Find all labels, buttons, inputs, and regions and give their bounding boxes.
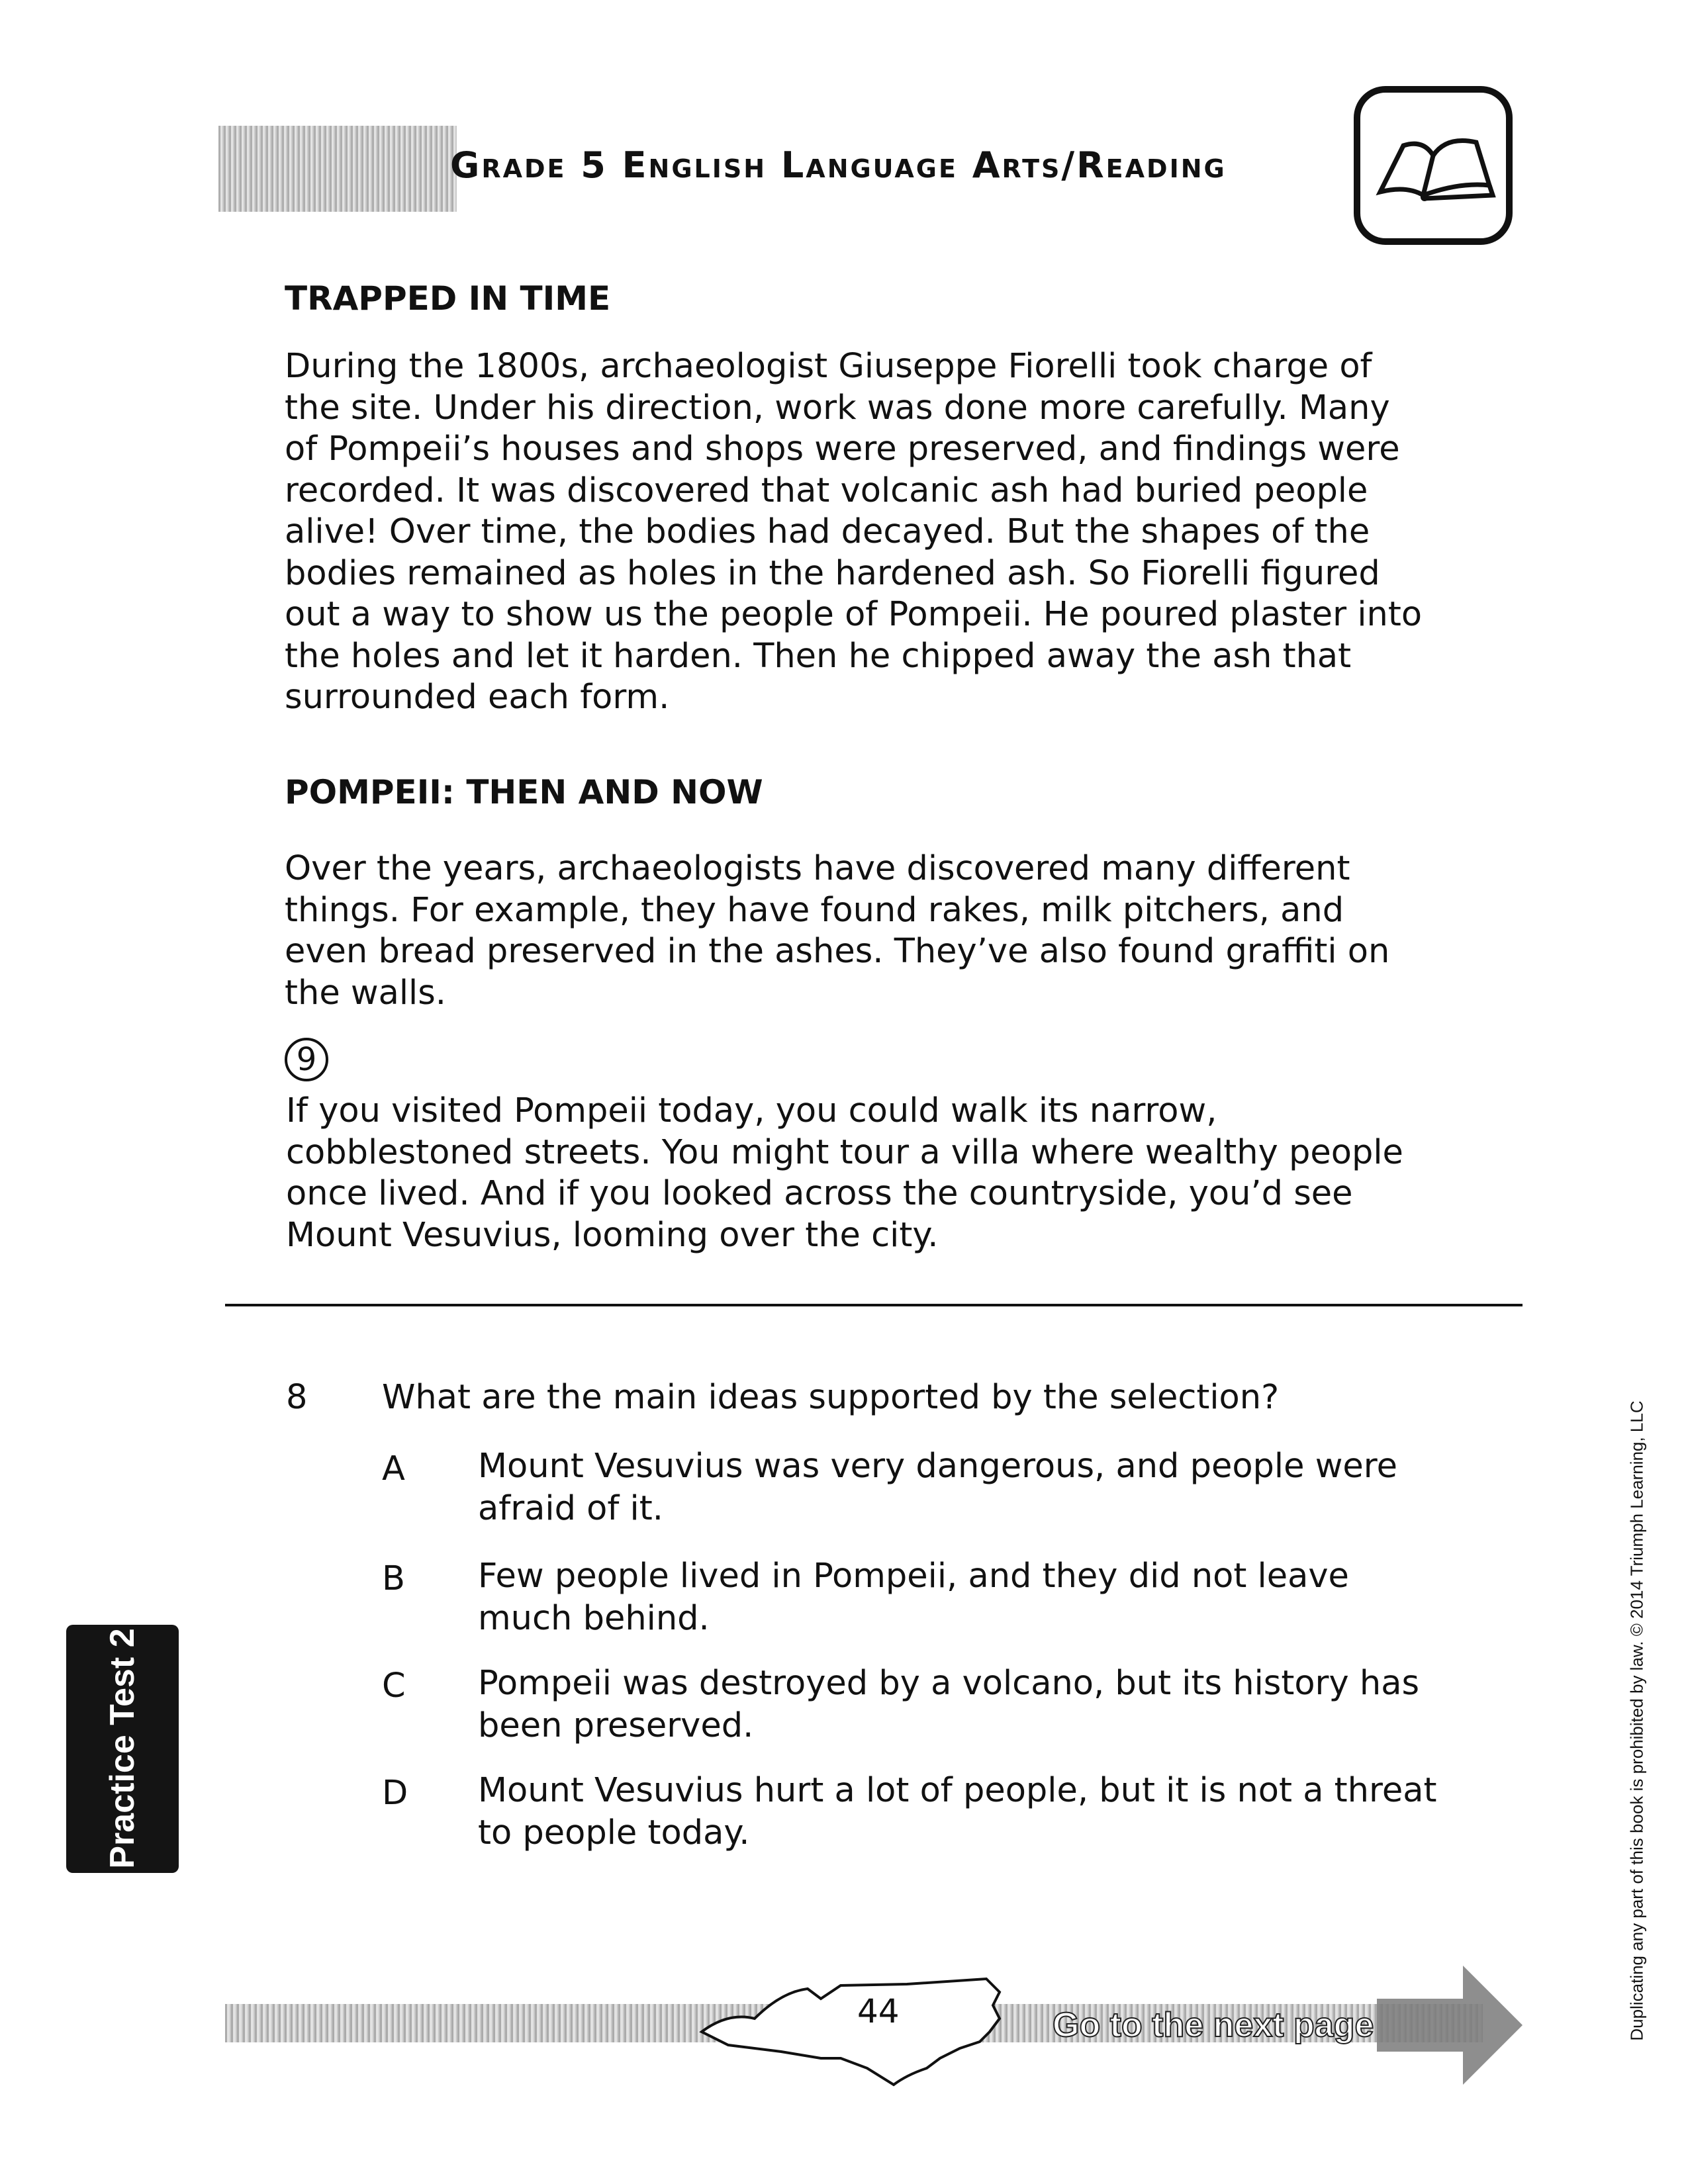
state-outline-icon: [702, 1979, 1000, 2085]
option-c-text[interactable]: [478, 1662, 1419, 1747]
text-line: During the 1800s, archaeologist Giuseppe Fiorelli took charge of: [285, 347, 1372, 386]
text-line: once lived. And if you looked across the countryside, you’d see: [286, 1174, 1353, 1213]
text-line: even bread preserved in the ashes. They’ve also found graffiti on: [285, 932, 1390, 971]
header-title: Grade 5 English Language Arts/Reading: [450, 144, 1227, 186]
paragraph-9: [286, 1091, 1403, 1256]
option-line: Few people lived in Pompeii, and they did not leave: [478, 1557, 1349, 1596]
paragraph-trapped-in-time: [285, 346, 1422, 719]
option-a-text[interactable]: [478, 1445, 1397, 1530]
option-d-letter[interactable]: D: [382, 1774, 408, 1813]
arrow-icon: [1377, 1966, 1523, 2085]
practice-test-label: Practice Test 2: [103, 1628, 142, 1869]
section-heading-trapped-in-time: TRAPPED IN TIME: [285, 279, 611, 318]
paragraph-then-and-now: [285, 848, 1389, 1014]
text-line: things. For example, they have found rakes, milk pitchers, and: [285, 890, 1344, 930]
option-line: to people today.: [478, 1813, 750, 1852]
option-c-letter[interactable]: C: [382, 1666, 406, 1706]
practice-test-tab: [66, 1625, 179, 1873]
option-b-text[interactable]: [478, 1555, 1349, 1640]
next-page-label[interactable]: Go to the next page: [1053, 2006, 1374, 2044]
text-line: Over the years, archaeologists have discovered many different: [285, 849, 1350, 888]
question-stem: What are the main ideas supported by the selection?: [382, 1378, 1280, 1417]
text-line: alive! Over time, the bodies had decayed. But the shapes of the: [285, 512, 1370, 551]
text-line: bodies remained as holes in the hardened ash. So Fiorelli figured: [285, 553, 1380, 593]
divider-rule: [225, 1304, 1523, 1306]
text-line: recorded. It was discovered that volcanic ash had buried people: [285, 471, 1368, 510]
text-line: the walls.: [285, 973, 446, 1013]
option-d-text[interactable]: [478, 1770, 1436, 1854]
copyright-notice: Duplicating any part of this book is prohibited by law. © 2014 Triumph Learning, LLC: [1626, 1400, 1647, 2041]
paragraph-number-marker: 9: [285, 1038, 328, 1081]
option-a-letter[interactable]: A: [382, 1449, 405, 1488]
text-line: Mount Vesuvius, looming over the city.: [286, 1215, 939, 1255]
option-b-letter[interactable]: B: [382, 1559, 405, 1598]
text-line: of Pompeii’s houses and shops were preserved, and findings were: [285, 430, 1400, 469]
text-line: out a way to show us the people of Pompeii. He poured plaster into: [285, 595, 1423, 634]
page-number: 44: [857, 1992, 900, 2030]
option-line: Mount Vesuvius was very dangerous, and people were: [478, 1447, 1398, 1486]
option-line: much behind.: [478, 1599, 710, 1638]
text-line: the holes and let it harden. Then he chipped away the ash that: [285, 636, 1352, 676]
question-number: 8: [286, 1378, 308, 1417]
header-texture-band: [218, 126, 457, 212]
option-line: been preserved.: [478, 1706, 754, 1745]
section-heading-pompeii-then-and-now: POMPEII: THEN AND NOW: [285, 773, 763, 811]
text-line: cobblestoned streets. You might tour a villa where wealthy people: [286, 1132, 1403, 1172]
option-line: Pompeii was destroyed by a volcano, but its history has: [478, 1664, 1420, 1703]
text-line: the site. Under his direction, work was done more carefully. Many: [285, 388, 1390, 428]
text-line: surrounded each form.: [285, 678, 670, 717]
text-line: If you visited Pompeii today, you could walk its narrow,: [286, 1091, 1217, 1130]
option-line: afraid of it.: [478, 1489, 663, 1528]
option-line: Mount Vesuvius hurt a lot of people, but it is not a threat: [478, 1771, 1437, 1810]
open-book-icon: [1354, 86, 1513, 245]
